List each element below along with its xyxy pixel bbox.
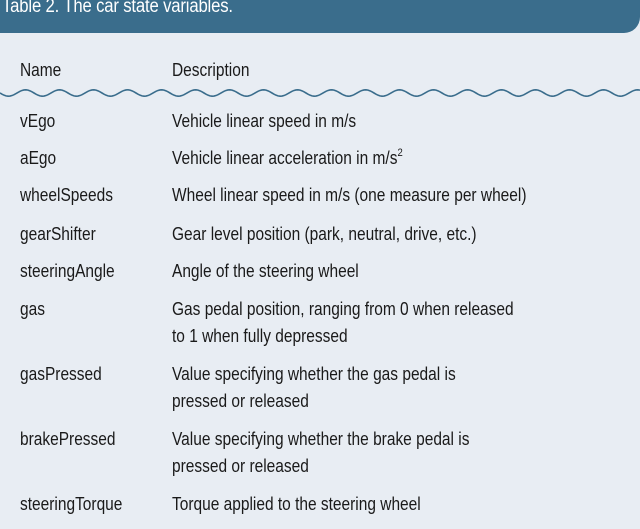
description-text: Vehicle linear speed in m/s — [172, 111, 357, 131]
description-line — [172, 296, 514, 323]
description-text: pressed or released — [172, 391, 309, 411]
variable-name-cell: brakePressed — [20, 429, 116, 449]
description-line — [172, 388, 456, 415]
variable-name-cell: vEgo — [20, 111, 56, 131]
description-text: Value specifying whether the gas pedal is — [172, 364, 456, 384]
description-text: Torque applied to the steering wheel — [172, 494, 421, 514]
variable-name-cell: steeringAngle — [20, 261, 115, 281]
description-line — [172, 182, 526, 209]
description-text: Value specifying whether the brake pedal is — [172, 429, 470, 449]
variable-description-cell — [172, 108, 356, 135]
variable-description-cell — [172, 182, 526, 209]
description-line — [172, 453, 469, 480]
table-title: Table 2. The car state variables. — [2, 0, 233, 17]
column-header-description: Description — [172, 60, 250, 80]
description-text: Gear level position (park, neutral, drive, etc.) — [172, 224, 477, 244]
header-wave-divider — [0, 86, 640, 100]
variable-description-cell — [172, 145, 403, 172]
variable-name-cell: aEgo — [20, 148, 57, 168]
variable-description-cell — [172, 426, 469, 480]
table-title-bar — [0, 0, 640, 33]
description-line — [172, 491, 421, 518]
description-line — [172, 108, 356, 135]
variable-name-cell: wheelSpeeds — [20, 185, 113, 205]
description-text: Gas pedal position, ranging from 0 when released — [172, 299, 514, 319]
variable-description-cell — [172, 296, 514, 350]
column-header-name: Name — [20, 60, 62, 80]
description-line — [172, 323, 514, 350]
description-line — [172, 221, 477, 248]
variable-description-cell — [172, 221, 477, 248]
variable-description-cell — [172, 491, 421, 518]
description-line — [172, 361, 456, 388]
description-text: Angle of the steering wheel — [172, 261, 359, 281]
variable-name-cell: steeringTorque — [20, 494, 123, 514]
variable-description-cell — [172, 361, 456, 415]
description-text: pressed or released — [172, 456, 309, 476]
description-line — [172, 145, 403, 172]
description-text: Vehicle linear acceleration in m/s — [172, 148, 398, 168]
variable-name-cell: gasPressed — [20, 364, 102, 384]
description-line — [172, 426, 469, 453]
description-line — [172, 258, 359, 285]
variable-description-cell — [172, 258, 359, 285]
description-text: to 1 when fully depressed — [172, 326, 348, 346]
variable-name-cell: gearShifter — [20, 224, 96, 244]
description-text: Wheel linear speed in m/s (one measure per wheel) — [172, 185, 527, 205]
variable-name-cell: gas — [20, 299, 45, 319]
superscript: 2 — [397, 147, 403, 159]
